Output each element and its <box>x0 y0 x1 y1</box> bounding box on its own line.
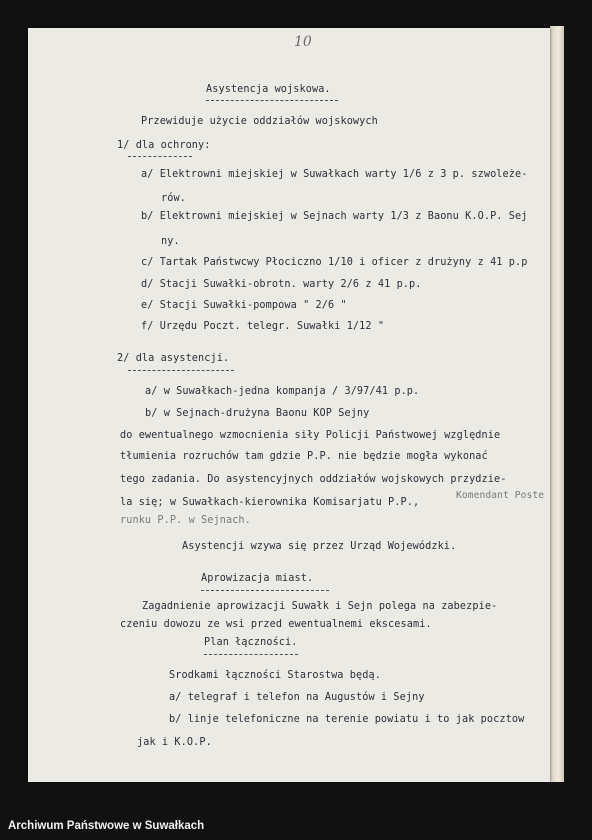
list-item-cont: ny. <box>161 236 180 247</box>
handwritten-insert: Komendant Poste <box>456 490 545 501</box>
section1-title: 1/ dla ochrony: <box>117 140 211 151</box>
section1-underline <box>128 156 192 157</box>
section2-line: b/ w Sejnach-drużyna Baonu KOP Sejny <box>145 408 370 419</box>
section3-title: Aprowizacja miast. <box>201 573 314 584</box>
section2-title: 2/ dla asystencji. <box>117 353 230 364</box>
section4-underline <box>204 654 298 655</box>
list-item: f/ Urzędu Poczt. telegr. Suwałki 1/12 " <box>141 321 385 332</box>
intro-line: Przewiduje użycie oddziałów wojskowych <box>141 116 378 127</box>
section4-title: Plan łączności. <box>204 637 298 648</box>
list-item: a/ Elektrowni miejskiej w Suwałkach warty 1/6 z 3 p. szwoleże- <box>141 169 528 180</box>
section2-line: tego zadania. Do asystencyjnych oddziałów wojskowych przydzie- <box>120 474 507 485</box>
section2-line: do ewentualnego wzmocnienia siły Policji Państwowej względnie <box>120 430 501 441</box>
section4-line: jak i K.O.P. <box>137 737 212 748</box>
section2-line: la się; w Suwałkach-kierownika Komisarjatu P.P., <box>120 497 420 508</box>
closing-line: Asystencji wzywa się przez Urząd Wojewódzki. <box>182 541 457 552</box>
section4-line: b/ linje telefoniczne na terenie powiatu i to jak pocztow <box>169 714 525 725</box>
section4-line: a/ telegraf i telefon na Augustów i Sejny <box>169 692 425 703</box>
section2-continuation: runku P.P. w Sejnach. <box>120 515 251 526</box>
section3-line: czeniu dowozu ze wsi przed ewentualnemi ekscesami. <box>120 619 432 630</box>
list-item-cont: rów. <box>161 193 186 204</box>
section2-line: tłumienia rozruchów tam gdzie P.P. nie będzie mogła wykonać <box>120 451 488 462</box>
page-number: 10 <box>294 34 312 50</box>
page-edge <box>550 26 564 782</box>
list-item: e/ Stacji Suwałki-pompowa " 2/6 " <box>141 300 347 311</box>
heading-underline <box>206 100 338 101</box>
list-item: c/ Tartak Państwcwy Płociczno 1/10 i oficer z drużyny z 41 p.p <box>141 257 528 268</box>
heading: Asystencja wojskowa. <box>206 84 331 95</box>
section3-underline <box>201 590 329 591</box>
archive-label: Archiwum Państwowe w Suwałkach <box>8 820 205 832</box>
archive-footer <box>0 814 592 840</box>
section4-line: Srodkami łączności Starostwa będą. <box>169 670 381 681</box>
document-page <box>28 28 550 782</box>
list-item: d/ Stacji Suwałki-obrotn. warty 2/6 z 41 p.p. <box>141 279 422 290</box>
book-spine <box>564 0 592 814</box>
section2-line: a/ w Suwałkach-jedna kompanja / 3/97/41 p.p. <box>145 386 420 397</box>
section2-underline <box>128 370 234 371</box>
list-item: b/ Elektrowni miejskiej w Sejnach warty 1/3 z Baonu K.O.P. Sej <box>141 211 528 222</box>
section3-line: Zagadnienie aprowizacji Suwałk i Sejn polega na zabezpie- <box>142 601 498 612</box>
